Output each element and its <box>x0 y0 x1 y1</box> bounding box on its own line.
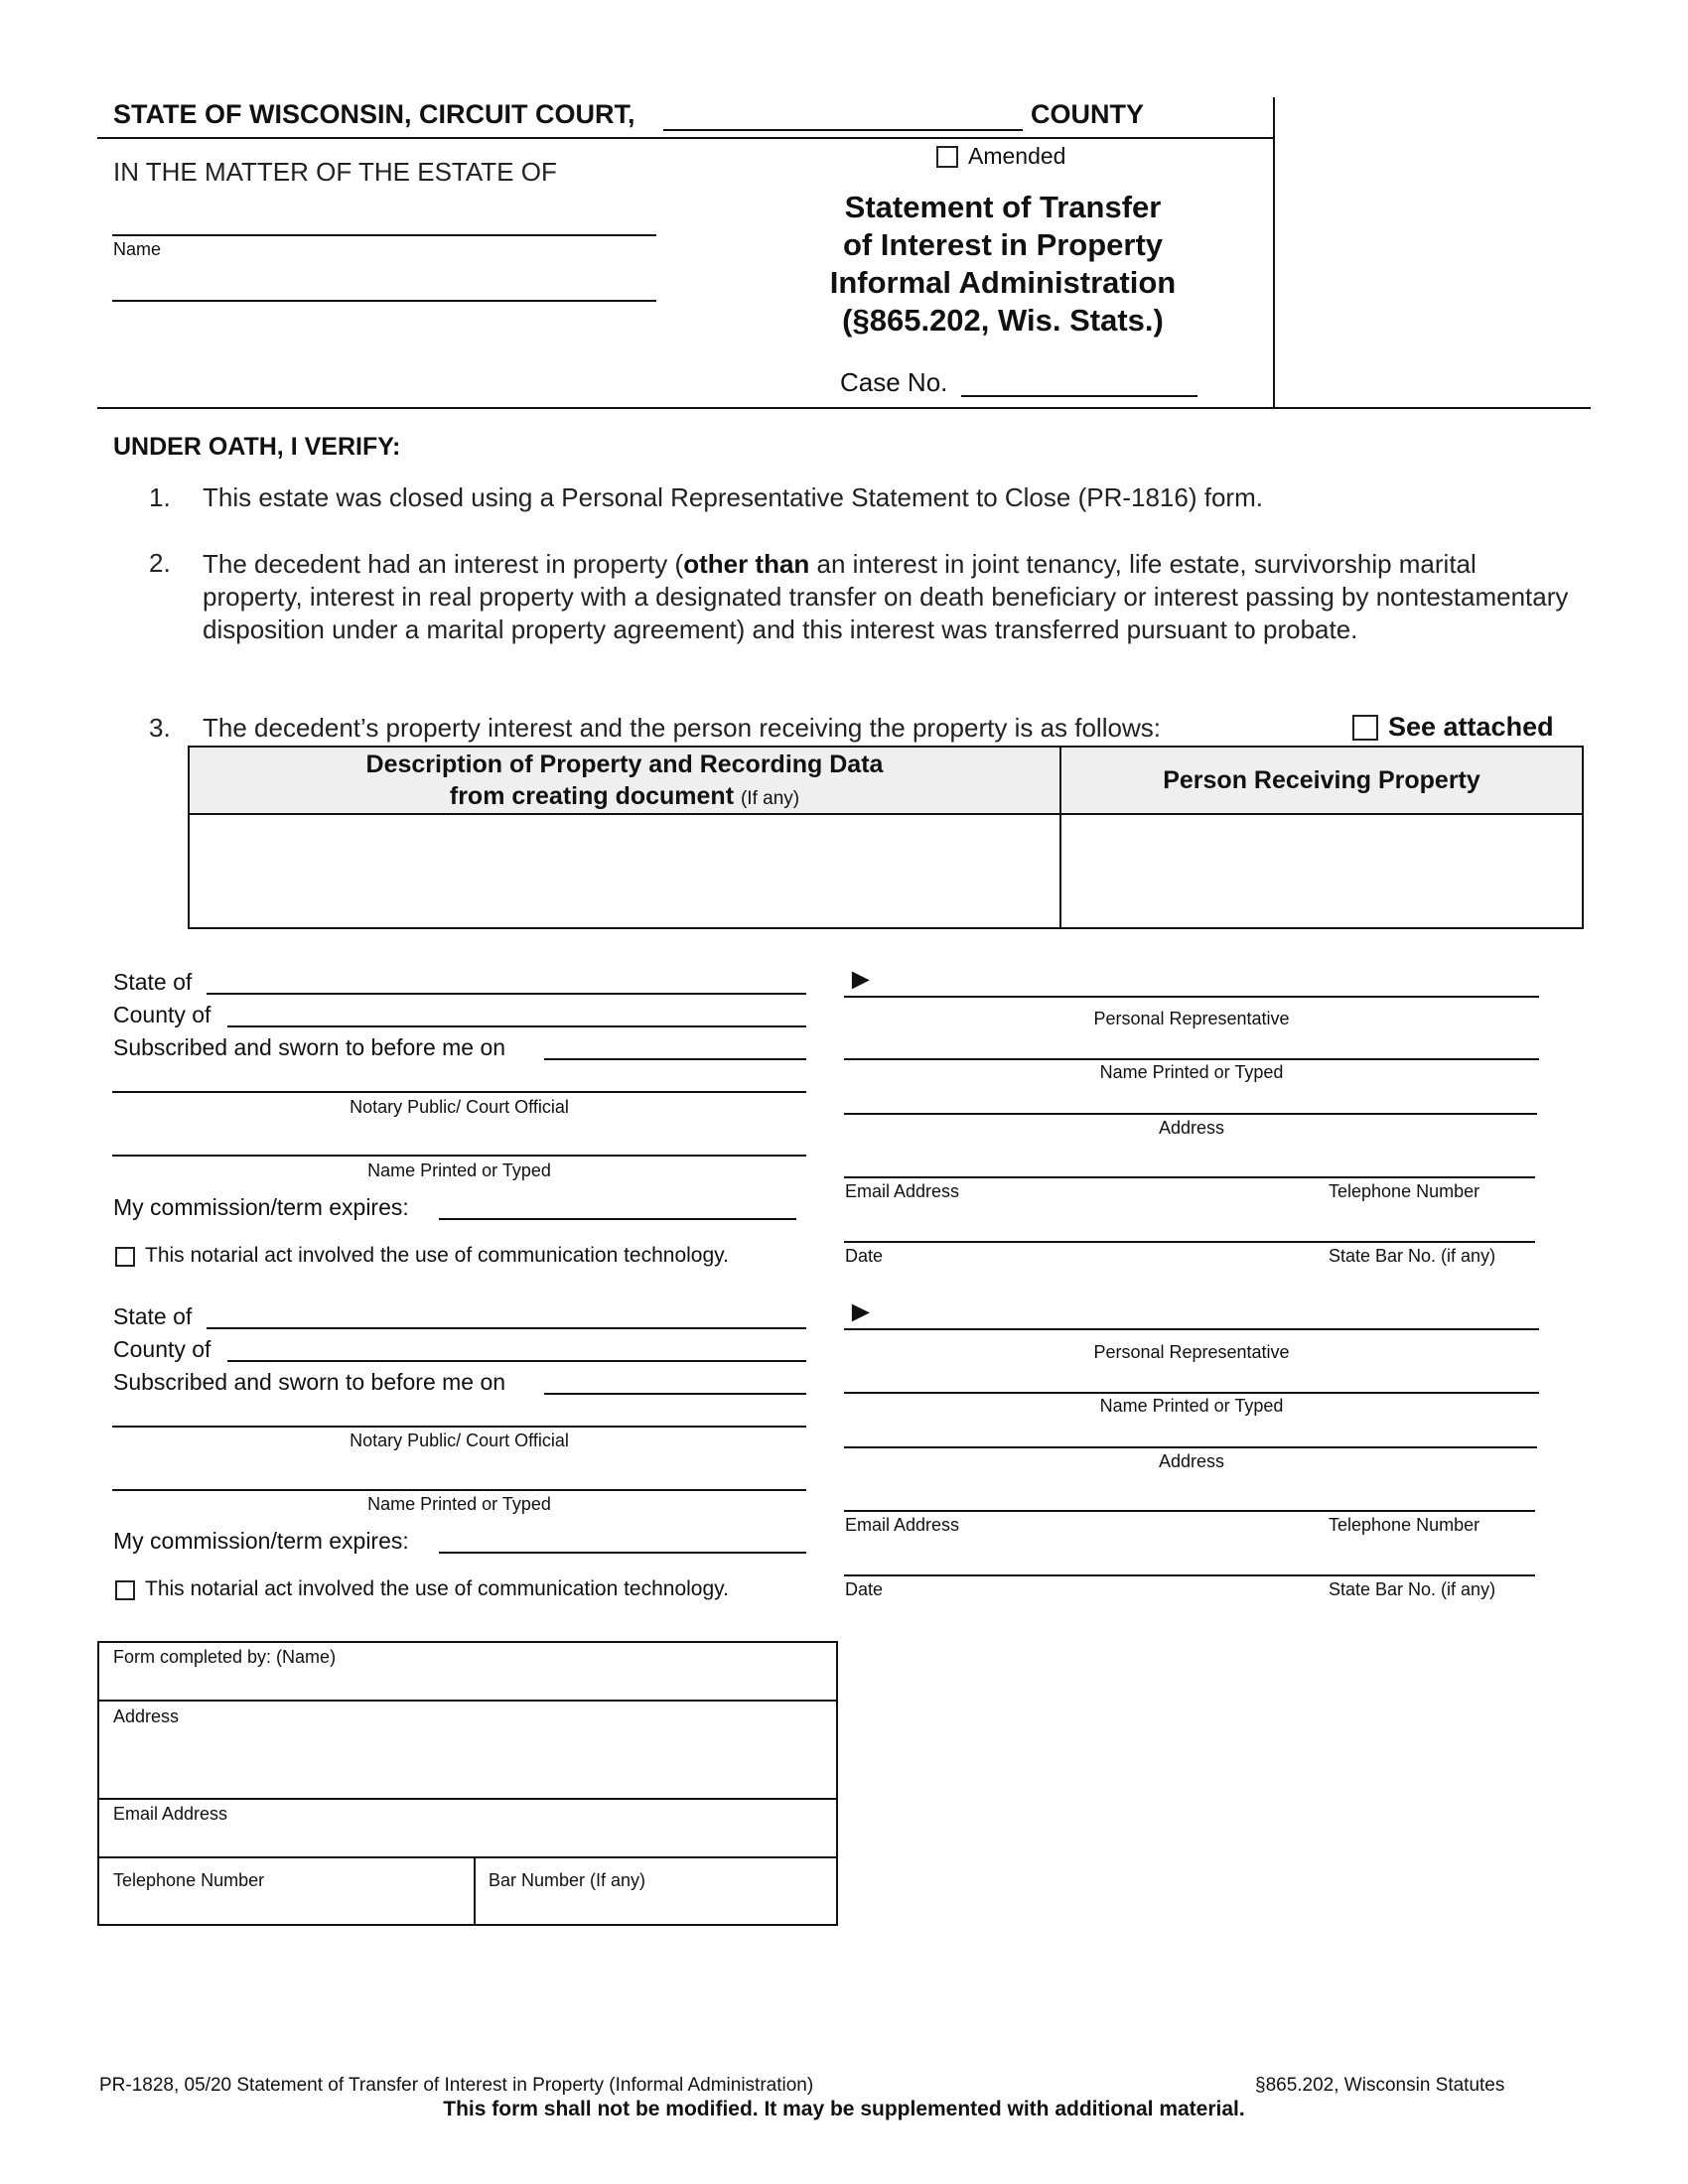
notary1-name-line[interactable] <box>112 1155 806 1157</box>
completed-by-rule-1 <box>97 1700 838 1702</box>
notary2-tech-label: This notarial act involved the use of communication technology. <box>145 1577 729 1600</box>
notary1-tech-checkbox[interactable] <box>115 1247 135 1267</box>
form-title <box>774 189 1231 340</box>
signature1-email-label: Email Address <box>845 1181 960 1201</box>
notary2-county-label: County of <box>113 1336 211 1362</box>
completed-by-bar-label[interactable]: Bar Number (If any) <box>489 1870 646 1890</box>
notary2-tech-checkbox[interactable] <box>115 1580 135 1600</box>
notary1-tech-label: This notarial act involved the use of communication technology. <box>145 1244 729 1267</box>
estate-name-line[interactable] <box>112 234 656 236</box>
property-col1-line1: Description of Property and Recording Data <box>365 751 884 778</box>
amended-label: Amended <box>968 143 1066 169</box>
signature2-date-label: Date <box>845 1579 884 1599</box>
notary2-signature-line[interactable] <box>112 1426 806 1428</box>
header-bottom-rule <box>97 407 1591 409</box>
notary2-commission-label: My commission/term expires: <box>113 1528 409 1554</box>
completed-by-email-label[interactable]: Email Address <box>113 1804 228 1824</box>
item-2-text <box>203 548 1578 646</box>
completed-by-rule-2 <box>97 1798 838 1800</box>
signature1-name-line[interactable] <box>844 1058 1539 1060</box>
see-attached-label: See attached <box>1388 712 1554 742</box>
notary1-name-label: Name Printed or Typed <box>367 1160 551 1180</box>
signature1-bar-label: State Bar No. (if any) <box>1329 1246 1496 1266</box>
matter-label: IN THE MATTER OF THE ESTATE OF <box>113 157 557 187</box>
signature2-phone-label: Telephone Number <box>1329 1515 1480 1535</box>
item-2-text-post: an interest in joint tenancy, life estate, survivorship marital property, interest in real property with a designated transfer on death beneficiary or interest passing by nontestamentary disposition under a marital property agreement) and this interest was transferred pursuant to probate. <box>203 549 1569 644</box>
completed-by-phone-label[interactable]: Telephone Number <box>113 1870 265 1890</box>
header-top-rule <box>97 137 1274 139</box>
notary2-commission-line[interactable] <box>439 1552 806 1554</box>
county-suffix: COUNTY <box>1031 99 1144 129</box>
notary1-sworn-label: Subscribed and sworn to before me on <box>113 1034 506 1060</box>
title-line-4: (§865.202, Wis. Stats.) <box>842 303 1164 338</box>
notary1-state-label: State of <box>113 969 193 995</box>
property-col1-line2: from creating document <box>449 782 735 810</box>
signature2-name-line[interactable] <box>844 1392 1539 1394</box>
title-line-3: Informal Administration <box>829 265 1177 300</box>
title-line-2: of Interest in Property <box>842 227 1164 262</box>
notary2-name-label: Name Printed or Typed <box>367 1494 551 1514</box>
signature2-email-label: Email Address <box>845 1515 960 1535</box>
completed-by-col-divider <box>474 1856 476 1926</box>
notary1-county-line[interactable] <box>227 1025 806 1027</box>
completed-by-address-label[interactable]: Address <box>113 1706 180 1726</box>
signature2-rep-line[interactable] <box>844 1328 1539 1330</box>
signature1-address-line[interactable] <box>844 1113 1537 1115</box>
signature1-address-label: Address <box>1158 1118 1225 1138</box>
title-line-1: Statement of Transfer <box>844 190 1162 224</box>
notary1-state-line[interactable] <box>207 993 806 995</box>
notary2-notary-label: Notary Public/ Court Official <box>350 1431 569 1450</box>
signature1-date-line[interactable] <box>844 1241 1535 1243</box>
property-col2-header: Person Receiving Property <box>1163 766 1480 794</box>
completed-by-rule-3 <box>97 1856 838 1858</box>
notary2-sworn-line[interactable] <box>544 1393 806 1395</box>
signature1-name-label: Name Printed or Typed <box>1099 1062 1284 1082</box>
notary2-sworn-label: Subscribed and sworn to before me on <box>113 1369 506 1395</box>
notary1-county-label: County of <box>113 1002 211 1027</box>
header-right-divider <box>1273 97 1275 407</box>
case-no-label: Case No. <box>840 367 948 397</box>
county-name-line[interactable] <box>663 129 1023 131</box>
property-description-cell[interactable] <box>190 815 1057 927</box>
notary1-sworn-line[interactable] <box>544 1058 806 1060</box>
item-1-text: This estate was closed using a Personal Representative Statement to Close (PR-1816) form. <box>203 482 1263 512</box>
signature2-address-label: Address <box>1158 1451 1225 1471</box>
completed-by-name-label[interactable]: Form completed by: (Name) <box>113 1647 337 1667</box>
notary1-notary-label: Notary Public/ Court Official <box>350 1097 569 1117</box>
court-heading <box>113 99 635 130</box>
signature2-email-line[interactable] <box>844 1510 1535 1512</box>
signature1-date-label: Date <box>845 1246 884 1266</box>
see-attached-checkbox[interactable] <box>1352 715 1378 741</box>
notary1-commission-label: My commission/term expires: <box>113 1194 409 1220</box>
court-prefix: STATE OF WISCONSIN, CIRCUIT COURT, <box>113 99 635 129</box>
signature1-arrow-icon: ► <box>846 963 876 996</box>
estate-name-line-2[interactable] <box>112 300 656 302</box>
signature1-email-line[interactable] <box>844 1176 1535 1178</box>
signature2-name-label: Name Printed or Typed <box>1099 1396 1284 1416</box>
signature2-rep-label: Personal Representative <box>1093 1342 1290 1362</box>
amended-checkbox[interactable] <box>936 146 958 168</box>
signature1-phone-label: Telephone Number <box>1329 1181 1480 1201</box>
signature2-address-line[interactable] <box>844 1446 1537 1448</box>
notary1-signature-line[interactable] <box>112 1091 806 1093</box>
property-col1-header <box>190 749 1059 815</box>
signature1-rep-line[interactable] <box>844 996 1539 998</box>
item-2-text-bold: other than <box>683 549 810 579</box>
signature1-rep-label: Personal Representative <box>1093 1009 1290 1028</box>
signature2-arrow-icon: ► <box>846 1296 876 1328</box>
item-3-number: 3. <box>149 713 171 743</box>
case-no-line[interactable] <box>961 395 1197 397</box>
item-2-text-pre: The decedent had an interest in property ( <box>203 549 684 579</box>
notary2-county-line[interactable] <box>227 1360 806 1362</box>
oath-heading: UNDER OATH, I VERIFY: <box>113 433 401 461</box>
property-col1-note: (If any) <box>740 788 800 809</box>
signature2-bar-label: State Bar No. (if any) <box>1329 1579 1496 1599</box>
notary2-name-line[interactable] <box>112 1489 806 1491</box>
footer-notice: This form shall not be modified. It may be supplemented with additional material. <box>443 2098 1245 2120</box>
item-2-number: 2. <box>149 548 171 578</box>
footer-form-id: PR-1828, 05/20 Statement of Transfer of Interest in Property (Informal Administration) <box>99 2075 814 2096</box>
signature2-date-line[interactable] <box>844 1574 1535 1576</box>
notary2-state-label: State of <box>113 1303 193 1329</box>
person-receiving-cell[interactable] <box>1061 815 1582 927</box>
notary1-commission-line[interactable] <box>439 1218 796 1220</box>
item-3-text: The decedent’s property interest and the person receiving the property is as follows: <box>203 713 1161 743</box>
footer-statute: §865.202, Wisconsin Statutes <box>1255 2075 1505 2096</box>
notary2-state-line[interactable] <box>207 1327 806 1329</box>
name-label: Name <box>113 239 162 259</box>
item-1-number: 1. <box>149 482 171 512</box>
